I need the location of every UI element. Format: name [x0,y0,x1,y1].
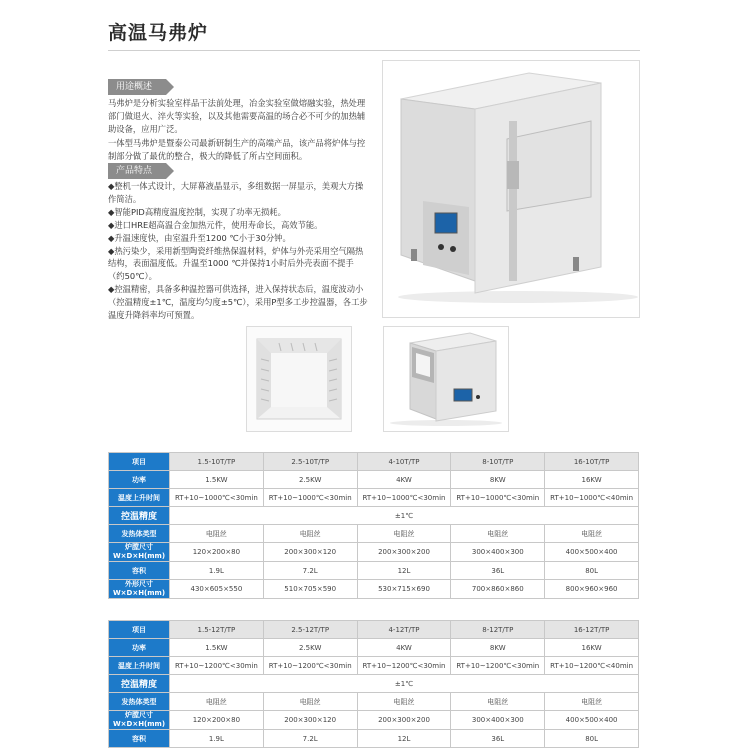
table-cell: RT+10~1200℃<40min [545,657,639,675]
table-cell: 430×605×550 [170,580,264,599]
table-row [109,543,639,562]
table-cell: 8-12T/TP [451,621,545,639]
furnace-photo-main [382,60,640,318]
table-cell: 4KW [357,471,451,489]
table-cell: 530×715×690 [357,580,451,599]
table-cell [109,580,170,599]
spec-table-12T [108,620,639,748]
table-cell: ±1℃ [170,675,639,693]
table-cell-line: 炉膛尺寸 [125,711,153,719]
table-row [109,693,639,711]
table-cell: 12L [357,730,451,748]
table-cell: 16-10T/TP [545,453,639,471]
table-cell: 7.2L [263,730,357,748]
feature-item: ◆热污染少，采用新型陶瓷纤维热保温材料，炉体与外壳采用空气隔热结构，表面温度低。升温至1000 ℃并保持1小时后外壳表面不提手（约50℃）。 [108,245,364,282]
table-cell: 电阻丝 [263,693,357,711]
feature-item: ◆智能PID高精度温度控制，实现了功率无损耗。 [108,206,286,217]
table-cell: 2.5-10T/TP [263,453,357,471]
feature-item: ◆进口HRE超高温合金加热元件，使用寿命长，高效节能。 [108,219,323,230]
table-cell: 电阻丝 [451,693,545,711]
table-cell: 800×960×960 [545,580,639,599]
table-row [109,675,639,693]
table-row [109,507,639,525]
table-cell: 功率 [109,639,170,657]
table-cell: RT+10~1200℃<30min [263,657,357,675]
table-cell: 200×300×120 [263,543,357,562]
chamber-interior-photo [246,326,352,432]
table-cell: 电阻丝 [263,525,357,543]
table-cell: 8KW [451,471,545,489]
table-cell: 200×300×120 [263,711,357,730]
spec-table-10T [108,452,639,599]
table-cell-line: W×D×H(mm) [112,720,166,728]
feature-item: ◆升温速度快，由室温升至1200 ℃小于30分钟。 [108,232,291,243]
table-cell: 电阻丝 [545,693,639,711]
table-cell: 16KW [545,471,639,489]
table-cell: RT+10~1000℃<30min [170,489,264,507]
table-cell-line: 外形尺寸 [125,580,153,588]
title-divider [108,50,640,51]
table-cell: 1.5KW [170,471,264,489]
table-cell: 容积 [109,562,170,580]
table-cell: ±1℃ [170,507,639,525]
table-cell: RT+10~1000℃<30min [263,489,357,507]
table-cell: RT+10~1200℃<30min [357,657,451,675]
table-cell: 2.5KW [263,639,357,657]
table-header-row [109,621,639,639]
table-cell-line: W×D×H(mm) [112,589,166,597]
table-cell: 300×400×300 [451,543,545,562]
furnace-photo-side [383,326,509,432]
feature-item: ◆整机一体式设计，大屏幕液晶显示，多组数据一屏显示，美观大方操作简洁。 [108,181,364,204]
table-cell: 发热体类型 [109,525,170,543]
table-cell: 电阻丝 [170,693,264,711]
table-cell: 80L [545,730,639,748]
table-cell: 电阻丝 [357,693,451,711]
table-cell: 项目 [109,621,170,639]
table-cell: 400×500×400 [545,543,639,562]
table-cell: 1.5KW [170,639,264,657]
table-cell: 项目 [109,453,170,471]
table-cell: 80L [545,562,639,580]
table-cell: RT+10~1000℃<30min [357,489,451,507]
table-cell: 200×300×200 [357,543,451,562]
table-cell: RT+10~1000℃<30min [451,489,545,507]
table-cell: 温度上升时间 [109,489,170,507]
table-cell: 120×200×80 [170,711,264,730]
table-cell: 温度上升时间 [109,657,170,675]
usage-text: 马弗炉是分析实验室样品干法前处理，冶金实验室做熔融实验，热处理部门做退火、淬火等实验，以及其他需要高温的场合必不可少的加热辅助设备，应用广泛。 [108,98,366,134]
table-cell: 电阻丝 [357,525,451,543]
page-title: 高温马弗炉 [108,22,209,44]
table-cell: 4-10T/TP [357,453,451,471]
table-row [109,711,639,730]
table-cell: 400×500×400 [545,711,639,730]
table-cell-line: W×D×H(mm) [112,552,166,560]
table-cell: 电阻丝 [170,525,264,543]
table-row [109,471,639,489]
table-row [109,562,639,580]
table-cell: RT+10~1200℃<30min [451,657,545,675]
table-cell: 16KW [545,639,639,657]
table-header-row [109,453,639,471]
table-cell: RT+10~1200℃<30min [170,657,264,675]
table-cell: 4KW [357,639,451,657]
table-cell [109,711,170,730]
table-cell: RT+10~1000℃<40min [545,489,639,507]
table-cell: 36L [451,730,545,748]
table-row [109,730,639,748]
table-cell [109,543,170,562]
table-cell: 功率 [109,471,170,489]
table-cell: 7.2L [263,562,357,580]
table-cell-line: 炉膛尺寸 [125,543,153,551]
table-cell: 1.5-12T/TP [170,621,264,639]
table-cell: 1.5-10T/TP [170,453,264,471]
table-cell: 控温精度 [109,675,170,693]
table-cell: 8-10T/TP [451,453,545,471]
table-cell: 1.9L [170,730,264,748]
table-row [109,489,639,507]
table-row [109,580,639,599]
table-cell: 电阻丝 [451,525,545,543]
table-row [109,639,639,657]
table-cell: 8KW [451,639,545,657]
feature-item: ◆控温精密，具备多种温控器可供选择，进入保持状态后，温度波动小（控温精度±1℃，温度均匀度±5℃），采用P型多工步控温器，各工步温度升降斜率均可预置。 [108,284,368,321]
features-list [108,180,370,322]
table-cell: 200×300×200 [357,711,451,730]
table-cell: 容积 [109,730,170,748]
table-cell: 发热体类型 [109,693,170,711]
table-cell: 120×200×80 [170,543,264,562]
table-cell: 12L [357,562,451,580]
features-section-header: 产品特点 [108,163,166,179]
table-row [109,525,639,543]
table-cell: 510×705×590 [263,580,357,599]
table-cell: 电阻丝 [545,525,639,543]
table-cell: 2.5-12T/TP [263,621,357,639]
table-cell: 2.5KW [263,471,357,489]
usage-text-2: 一体型马弗炉是暨泰公司最新研制生产的高端产品，该产品将炉体与控制部分做了最优的整合，极大的降低了所占空间面积。 [108,138,366,161]
table-row [109,657,639,675]
table-cell: 4-12T/TP [357,621,451,639]
table-cell: 700×860×860 [451,580,545,599]
table-cell: 控温精度 [109,507,170,525]
table-cell: 1.9L [170,562,264,580]
usage-section-header: 用途概述 [108,79,166,95]
table-cell: 16-12T/TP [545,621,639,639]
table-cell: 300×400×300 [451,711,545,730]
table-cell: 36L [451,562,545,580]
